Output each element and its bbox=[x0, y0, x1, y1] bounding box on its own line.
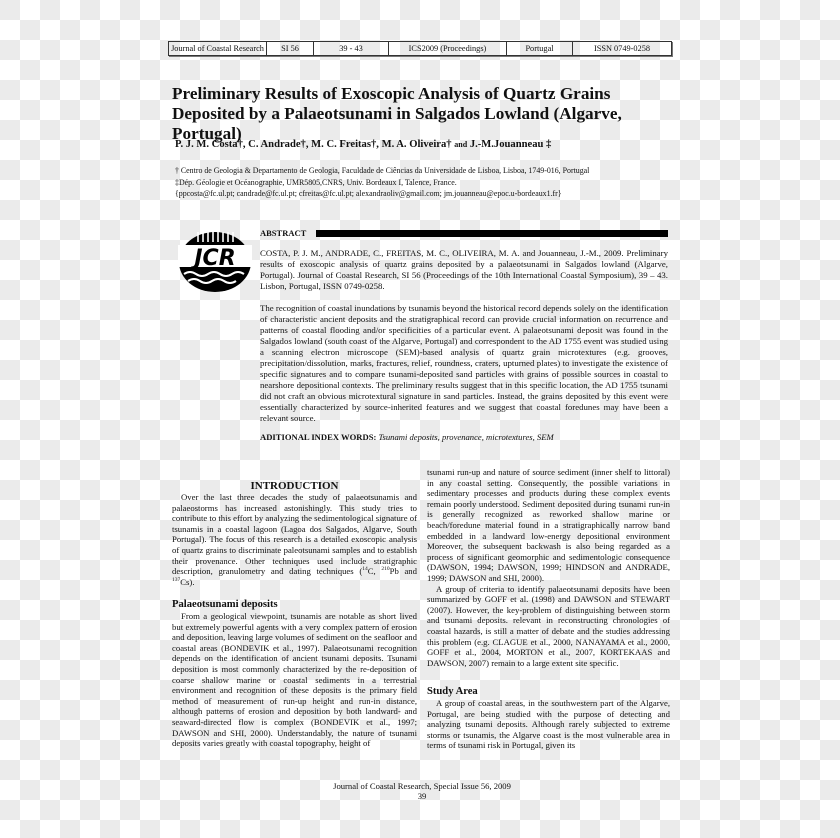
affiliation-1: † Centro de Geologia & Departamento de Geologia, Faculdade de Ciências da Universidade de Lisboa, Lisboa, 1749-016, Portugal bbox=[175, 166, 590, 175]
introduction-text: Over the last three decades the study of palaeotsunamis and palaeostorms has increased astonishingly. This study tries to contribute to this effort by analyzing the sedimentological signature of tsunamis in a coastal lagoon (Lagoa dos Salgados, Algarve, South Portugal). The focus of this research is a detailed exoscopic analysis of quartz grains to discriminate paleotsunami samples and to establish their provenance. Other techniques used include stratigraphic description, granulometry and dating techniques ($^{14}$C, $^{210}$Pb and $^{137}$Cs). bbox=[172, 492, 417, 587]
study-area-text: A group of coastal areas, in the southwestern part of the Algarve, Portugal, are being studied with the purpose of detecting and analyzing tsunami deposits. Although rarely subjected to extreme storms or tsunamis, the Algarve coast is the most vulnerable area in terms of tsunami risk in Portugal, given its bbox=[427, 698, 670, 751]
paragraph: A group of criteria to identify palaeotsunami deposits have been summarized by GOFF et al. (1998) and DAWSON and STEWART (2007). However, the key-problem of distinguishing between storm and tsunami deposits. relevant in reconstructing chronologies of coastal hazards, is still a matter of debate and the studies addressing this problem (e.g. CLAGUE et al., 2000, NANAYAMA et al., 2000, GOFF et al., 2004, MORTON et al., 2007, KORTEKAAS and DAWSON, 2007) remain to a large extent site specific. bbox=[427, 583, 670, 668]
abstract-heading: ABSTRACT bbox=[260, 228, 307, 238]
abstract-rule bbox=[316, 230, 668, 237]
header-proceedings: ICS2009 (Proceedings) bbox=[389, 42, 507, 55]
header-country: Portugal bbox=[507, 42, 573, 55]
authors bbox=[175, 139, 551, 150]
header-table bbox=[168, 41, 672, 56]
right-column-text bbox=[427, 467, 670, 668]
abstract-citation: COSTA, P. J. M., ANDRADE, C., FREITAS, M. C., OLIVEIRA, M. A. and Jouanneau, J.-M., 2009. Preliminary results of exoscopic analysis of quartz grains deposited by a palaeotsunami in Salgados lowland (Algarve, Portugal). Journal of Coastal Research, SI 56 (Proceedings of the 10th International Coastal Symposium), 39 – 43. Lisbon, Portugal, ISSN 0749-0258. bbox=[260, 248, 668, 291]
study-area-heading: Study Area bbox=[427, 686, 478, 697]
index-words-label: ADITIONAL INDEX WORDS: bbox=[260, 432, 377, 442]
palaeotsunami-heading: Palaeotsunami deposits bbox=[172, 599, 278, 610]
header-issn: ISSN 0749-0258 bbox=[593, 44, 650, 53]
paper-title: Preliminary Results of Exoscopic Analysis of Quartz Grains Deposited by a Palaeotsunami in Salgados Lowland (Algarve, Portugal) bbox=[172, 84, 622, 143]
header-issue: SI 56 bbox=[267, 42, 314, 55]
affiliation-2: ‡Dép. Géologie et Océanographie, UMR5805,CNRS, Univ. Bordeaux I, Talence, France. bbox=[175, 178, 457, 187]
header-pages: 39 - 43 bbox=[314, 42, 389, 55]
paragraph: tsunami run-up and nature of source sediment (inner shelf to littoral) in any coastal setting. Consequently, the possible variations in sedimentary processes and products during these complex events remain poorly understood. Sediment deposited during tsunami run-in is generally recognized as reworked shallow marine or beach/foredune material found in a stratigraphically narrow band embedded in a landward low-energy depositional environment Moreover, the subsequent backwash is also being regarded as a process of significant geomorphic and sedimentologic consequence (DAWSON, 1994; DAWSON, 1999; HINDSON and ANDRADE, 1999; DAWSON and SHI, 2000). bbox=[427, 467, 670, 583]
authors-and: and bbox=[454, 140, 468, 149]
abstract-text: The recognition of coastal inundations by tsunamis beyond the historical record depends solely on the identification of characteristic ancient deposits and the stratigraphical record can provide crucial information on recurrence and patterns of coastal flooding and/or specificities of a particular event. A palaeotsunami deposit was found in the Salgados lowland (south coast of the Algarve, Portugal) and correspondent to the AD 1755 event was studied using a scanning electron microscope (SEM)-based analysis of quartz grain microtextures (e.g. grooves, precipitation/dissolution, marks, fractures, relief, roundness, craters, upturned plates) to investigate the existence of specific signatures and to compare tsunami-deposited sand particles with grains of possible sources in coastal to nearshore depositional contexts. The preliminary results suggest that in this specific location, the AD 1755 tsunami did not craft an obvious microtextural signature in sand particles. Instead, the grains deposited by this event were essentially characterized by source-inherited features and we suggest that coastal foredunes may have been a relevant source. bbox=[260, 303, 668, 423]
affiliation-emails: {ppcosta@fc.ul.pt; candrade@fc.ul.pt; cfreitas@fc.ul.pt; alexandraoliv@gmail.com; jm.jouanneau@epoc.u-bordeaux1.fr} bbox=[175, 189, 562, 198]
index-words bbox=[260, 432, 554, 442]
jcr-logo bbox=[176, 226, 254, 294]
introduction-heading: INTRODUCTION bbox=[250, 480, 339, 492]
author-last: J.-M.Jouanneau ‡ bbox=[469, 139, 552, 150]
index-words-list: Tsunami deposits, provenance, microtextures, SEM bbox=[378, 432, 554, 442]
page-number: 39 bbox=[417, 791, 427, 801]
logo-text: JCR bbox=[194, 246, 236, 271]
author-list: P. J. M. Costa†, C. Andrade†, M. C. Freitas†, M. A. Oliveira† bbox=[175, 139, 452, 150]
palaeotsunami-text: From a geological viewpoint, tsunamis are notable as short lived but extremely powerful agents with a very complex pattern of erosion and deposition, leaving large volumes of sediment on the seafloor and coastal areas (BONDEVIK et al., 1997). Palaeotsunami recognition depends on the identification of ancient tsunami deposits. Tsunami deposition is most commonly characterized by the re-deposition of coarse shallow marine or coastal sediments in a terrestrial environment and recognition of these deposits is the primary field method of measurement of run-up height and run-in distance, although patterns of erosion and deposition by both landward- and seaward-directed flow is complex (BONDEVIK et al., 1997; DAWSON and SHI, 2000). Understandably, the nature of tsunami deposits varies greatly with coastal topography, height of bbox=[172, 611, 417, 749]
footer-journal: Journal of Coastal Research, Special Issue 56, 2009 bbox=[333, 781, 511, 791]
footer bbox=[172, 781, 672, 801]
header-journal: Journal of Coastal Research bbox=[169, 42, 267, 55]
